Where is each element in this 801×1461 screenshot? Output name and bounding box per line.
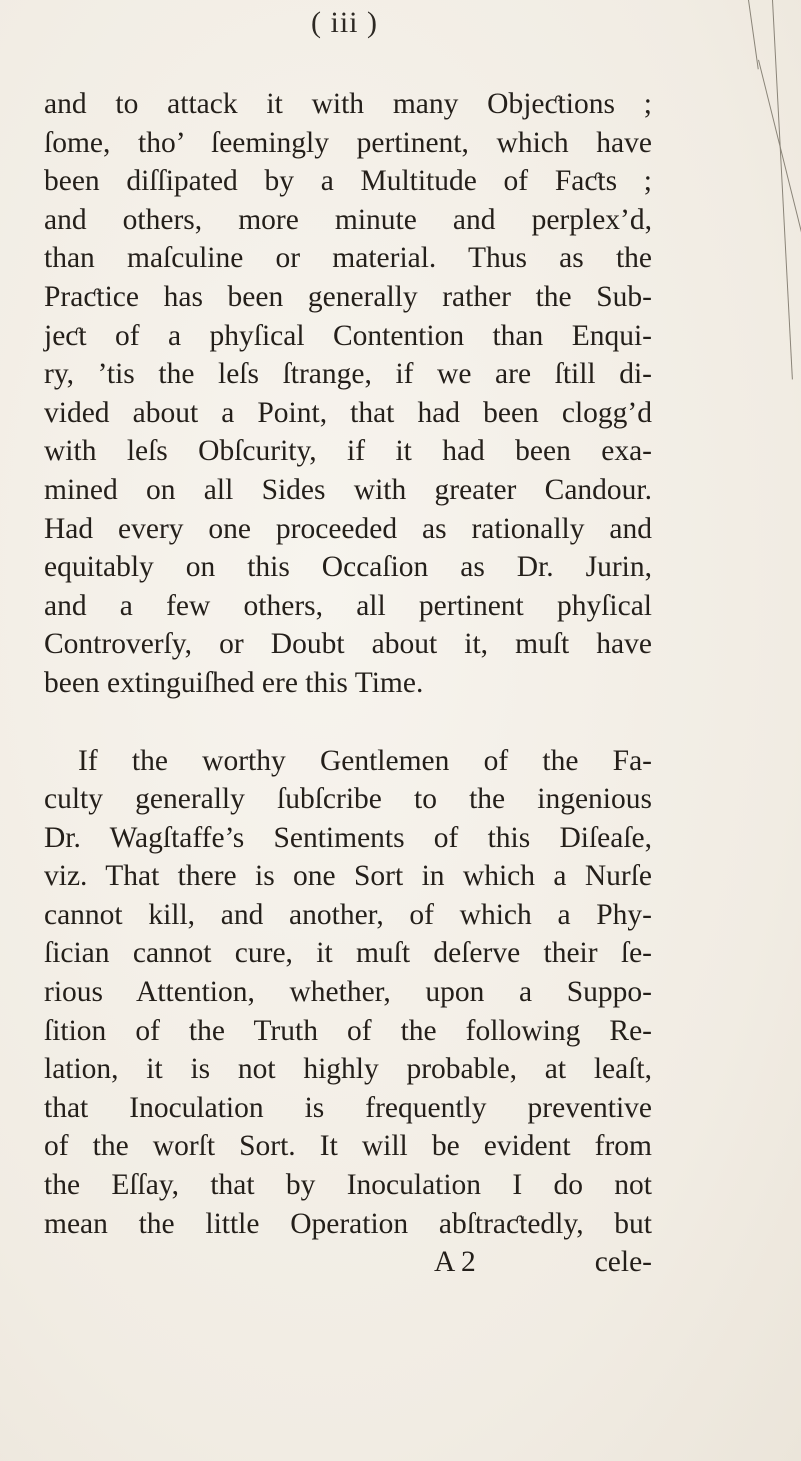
text-line: and others, more minute and perplex’d,	[44, 203, 652, 236]
text-line: rious Attention, whether, upon a Suppo-	[44, 976, 652, 1009]
page-edge-line	[758, 60, 801, 380]
text-line: of the worſt Sort. It will be evident from	[44, 1130, 652, 1163]
catchword: cele-	[594, 1246, 652, 1279]
page-footer	[44, 1243, 652, 1282]
paragraph-gap	[44, 703, 652, 742]
text-line: that Inoculation is frequently preventive	[44, 1091, 652, 1124]
page-number: ( iii )	[311, 6, 378, 39]
text-line: cannot kill, and another, of which a Phy-	[44, 898, 652, 931]
text-line: the Eſſay, that by Inoculation I do not	[44, 1169, 652, 1202]
text-line: Had every one proceeded as rationally and	[44, 512, 652, 545]
text-line: ſician cannot cure, it muſt deſerve their ſe-	[44, 937, 652, 970]
paragraph-2	[44, 742, 652, 1244]
text-line: and to attack it with many Objeƈtions ;	[44, 88, 652, 120]
text-line: mean the little Operation abſtraƈtedly, but	[44, 1207, 652, 1240]
text-line: with leſs Obſcurity, if it had been exa-	[44, 435, 652, 468]
text-line: jeƈt of a phyſical Contention than Enqui-	[44, 319, 652, 352]
text-line: than maſculine or material. Thus as the	[44, 242, 652, 275]
text-line: been extinguiſhed ere this Time.	[44, 666, 424, 699]
text-line: mined on all Sides with greater Candour.	[44, 473, 652, 506]
body-text	[44, 85, 652, 1282]
paragraph-1	[44, 85, 652, 703]
text-line: Praƈtice has been generally rather the Sub-	[44, 280, 652, 313]
text-line: Controverſy, or Doubt about it, muſt have	[44, 628, 652, 661]
text-line: ſome, tho’ ſeemingly pertinent, which have	[44, 126, 652, 159]
text-line: lation, it is not highly probable, at leaſt,	[44, 1053, 652, 1086]
text-line: been diſſipated by a Multitude of Faƈts ;	[44, 165, 652, 198]
text-line: ſition of the Truth of the following Re-	[44, 1014, 652, 1047]
text-line: viz. That there is one Sort in which a Nurſe	[44, 860, 652, 893]
text-line: equitably on this Occaſion as Dr. Jurin,	[44, 551, 652, 584]
text-line: ry, ’tis the leſs ſtrange, if we are ſtill di-	[44, 358, 652, 391]
text-line: culty generally ſubſcribe to the ingenious	[44, 783, 652, 816]
text-line: Dr. Wagſtaffe’s Sentiments of this Diſeaſe,	[44, 821, 652, 854]
text-line: If the worthy Gentlemen of the Fa-	[78, 744, 652, 777]
signature-mark: A 2	[434, 1246, 476, 1279]
text-line: and a few others, all pertinent phyſical	[44, 589, 652, 622]
text-line: vided about a Point, that had been clogg’d	[44, 396, 652, 429]
